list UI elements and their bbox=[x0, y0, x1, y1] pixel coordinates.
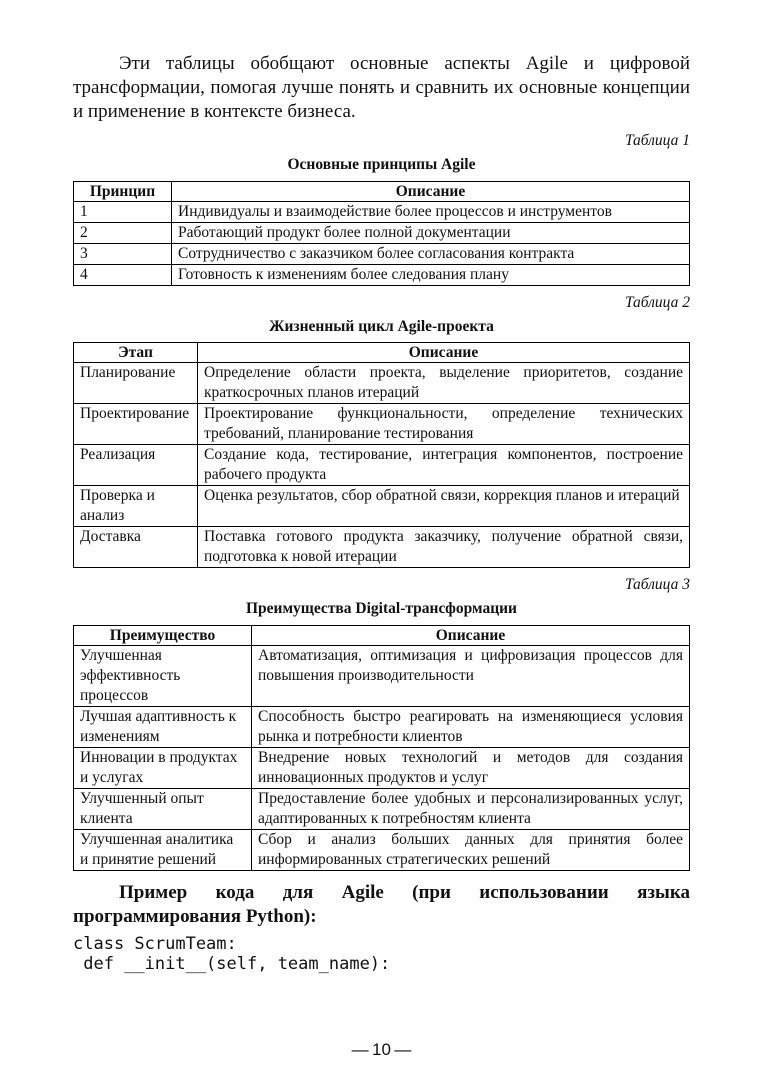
table-header-row bbox=[74, 343, 690, 363]
principle-description: Готовность к изменениям более следования плану bbox=[172, 265, 690, 286]
benefit-description: Способность быстро реагировать на изменяющиеся условия рынка и потребности клиентов bbox=[252, 707, 690, 748]
table1-title: Основные принципы Agile bbox=[287, 156, 476, 173]
table-row bbox=[74, 789, 690, 830]
benefit-description: Сбор и анализ больших данных для принятия более информированных стратегических решений bbox=[252, 830, 690, 871]
stage-name: Доставка bbox=[74, 527, 198, 568]
table-row bbox=[74, 265, 690, 286]
principle-number: 4 bbox=[74, 265, 172, 286]
table-row bbox=[74, 445, 690, 486]
table-header-row bbox=[74, 182, 690, 202]
table-row bbox=[74, 244, 690, 265]
principle-number: 2 bbox=[74, 223, 172, 244]
stage-description: Создание кода, тестирование, интеграция компонентов, построение рабочего продукта bbox=[198, 445, 690, 486]
column-header: Преимущество bbox=[74, 626, 252, 646]
benefits-table bbox=[73, 625, 690, 871]
intro-paragraph: Эти таблицы обобщают основные аспекты Agile и цифровой трансформации, помогая лучше понять и сравнить их основные концепции и применение в контексте бизнеса. bbox=[73, 53, 690, 122]
table-row bbox=[74, 748, 690, 789]
stage-name: Планирование bbox=[74, 363, 198, 404]
table-row bbox=[74, 223, 690, 244]
stage-name: Реализация bbox=[74, 445, 198, 486]
table-row bbox=[74, 830, 690, 871]
column-header: Принцип bbox=[74, 182, 172, 202]
page-number-value: 10 bbox=[372, 1040, 391, 1059]
stage-description: Проектирование функциональности, определение технических требований, планирование тестирования bbox=[198, 404, 690, 445]
stage-description: Оценка результатов, сбор обратной связи, коррекция планов и итераций bbox=[198, 486, 690, 527]
benefit-name: Инновации в продуктах и услугах bbox=[74, 748, 252, 789]
stage-description: Определение области проекта, выделение приоритетов, создание краткосрочных планов итераций bbox=[198, 363, 690, 404]
table-row bbox=[74, 404, 690, 445]
table1-caption: Таблица 1 bbox=[624, 132, 690, 149]
principle-description: Работающий продукт более полной документации bbox=[172, 223, 690, 244]
table3-title: Преимущества Digital-трансформации bbox=[245, 600, 517, 617]
column-header: Этап bbox=[74, 343, 198, 363]
stage-description: Поставка готового продукта заказчику, получение обратной связи, подготовка к новой итерации bbox=[198, 527, 690, 568]
table-row bbox=[74, 707, 690, 748]
benefit-name: Улучшенный опыт клиента bbox=[74, 789, 252, 830]
column-header: Описание bbox=[198, 343, 690, 363]
stage-name: Проектирование bbox=[74, 404, 198, 445]
principle-number: 1 bbox=[74, 202, 172, 223]
benefit-description: Предоставление более удобных и персонализированных услуг, адаптированных к потребностям клиента bbox=[252, 789, 690, 830]
stage-name: Проверка и анализ bbox=[74, 486, 198, 527]
principle-number: 3 bbox=[74, 244, 172, 265]
page-number: — 10 — bbox=[351, 1040, 412, 1059]
table-row bbox=[74, 363, 690, 404]
page-content bbox=[73, 52, 690, 974]
table-row bbox=[74, 486, 690, 527]
principle-description: Индивидуалы и взаимодействие более процессов и инструментов bbox=[172, 202, 690, 223]
table2-caption: Таблица 2 bbox=[624, 294, 690, 311]
table-row bbox=[74, 202, 690, 223]
column-header: Описание bbox=[252, 626, 690, 646]
principle-description: Сотрудничество с заказчиком более согласования контракта bbox=[172, 244, 690, 265]
table-row bbox=[74, 527, 690, 568]
column-header: Описание bbox=[172, 182, 690, 202]
table-row bbox=[74, 646, 690, 707]
table-header-row bbox=[74, 626, 690, 646]
lifecycle-table bbox=[73, 342, 690, 568]
benefit-description: Автоматизация, оптимизация и цифровизация процессов для повышения производительности bbox=[252, 646, 690, 707]
code-line: def __init__(self, team_name): bbox=[73, 954, 391, 974]
table2-title: Жизненный цикл Agile-проекта bbox=[269, 318, 494, 335]
code-example-heading: Пример кода для Agile (при использовании языка программирования Python): bbox=[73, 882, 690, 927]
code-line: class ScrumTeam: bbox=[73, 934, 237, 954]
table3-caption: Таблица 3 bbox=[624, 576, 690, 593]
principles-table bbox=[73, 181, 690, 286]
benefit-description: Внедрение новых технологий и методов для создания инновационных продуктов и услуг bbox=[252, 748, 690, 789]
benefit-name: Улучшенная эффективность процессов bbox=[74, 646, 252, 707]
benefit-name: Улучшенная аналитика и принятие решений bbox=[74, 830, 252, 871]
benefit-name: Лучшая адаптивность к изменениям bbox=[74, 707, 252, 748]
code-block bbox=[73, 934, 690, 974]
